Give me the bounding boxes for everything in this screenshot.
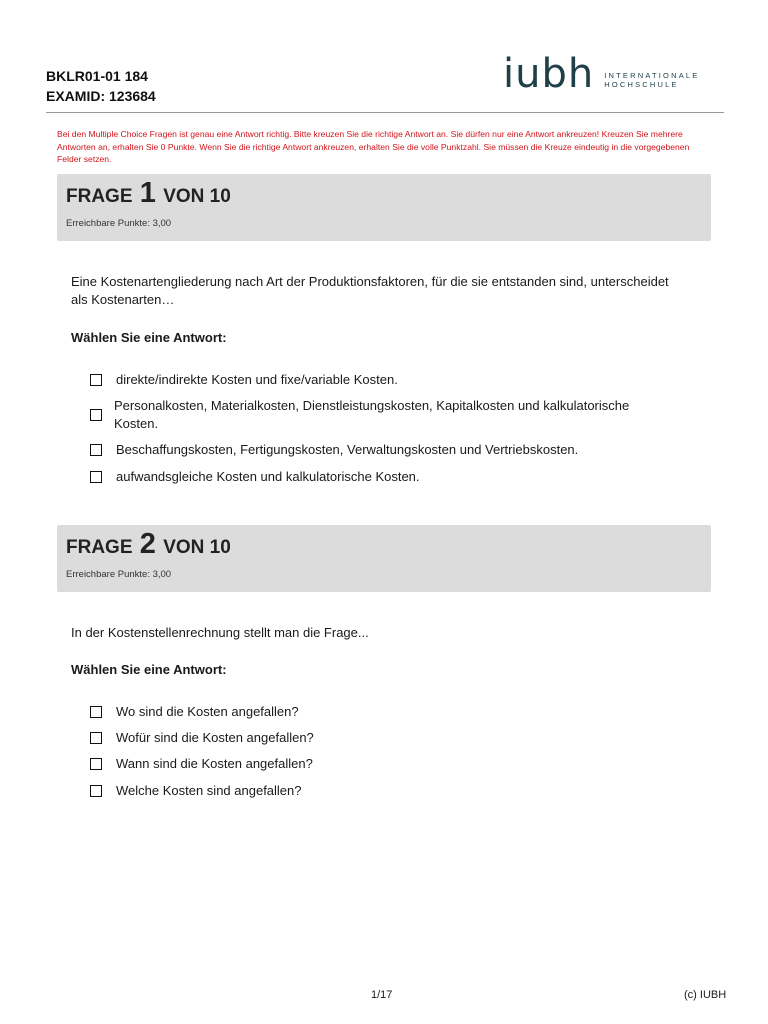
option-label: Personalkosten, Materialkosten, Dienstleistungskosten, Kapitalkosten und kalkulatorische Kosten. <box>114 398 630 431</box>
logo-text <box>604 71 699 89</box>
exam-header-ids <box>46 66 156 106</box>
exam-id: EXAMID: 123684 <box>46 88 156 104</box>
option-label: aufwandsgleiche Kosten und kalkulatorische Kosten. <box>116 469 420 484</box>
question-number: 2 <box>139 528 156 560</box>
question-2-title <box>66 528 231 561</box>
course-code: BKLR01-01 184 <box>46 68 148 84</box>
question-2-option-3[interactable] <box>90 755 690 773</box>
answer-checkbox[interactable] <box>90 732 102 744</box>
frage-word: FRAGE <box>66 537 133 558</box>
option-label: Wofür sind die Kosten angefallen? <box>116 730 314 745</box>
logo-text-line2: HOCHSCHULE <box>604 80 679 89</box>
answer-checkbox[interactable] <box>90 374 102 386</box>
copyright: (c) IUBH <box>684 989 727 1001</box>
question-total: VON 10 <box>163 186 231 207</box>
question-2-points: Erreichbare Punkte: 3,00 <box>66 569 172 580</box>
question-1-title <box>66 177 231 210</box>
question-2-option-2[interactable] <box>90 729 690 747</box>
answer-checkbox[interactable] <box>90 785 102 797</box>
answer-checkbox[interactable] <box>90 758 102 770</box>
option-label: Welche Kosten sind angefallen? <box>116 783 302 798</box>
header-divider <box>46 112 724 113</box>
option-label: Beschaffungskosten, Fertigungskosten, Verwaltungskosten und Vertriebskosten. <box>116 442 579 457</box>
question-1-option-4[interactable] <box>90 468 690 486</box>
option-label: Wann sind die Kosten angefallen? <box>116 756 313 771</box>
iubh-logo <box>503 51 700 97</box>
question-1-text: Eine Kostenartengliederung nach Art der Produktionsfaktoren, für die sie entstanden sind, unterscheidet als Kostenarten… <box>71 274 669 307</box>
question-1-points: Erreichbare Punkte: 3,00 <box>66 218 172 229</box>
logo-mark: iubh <box>503 51 595 97</box>
page-number: 1/17 <box>371 989 393 1001</box>
question-2-option-4[interactable] <box>90 782 690 800</box>
question-2-header <box>57 525 711 592</box>
question-1-header <box>57 174 711 241</box>
logo-text-line1: INTERNATIONALE <box>604 71 700 80</box>
question-2-prompt: Wählen Sie eine Antwort: <box>71 662 227 677</box>
question-2-text: In der Kostenstellenrechnung stellt man die Frage... <box>71 625 369 640</box>
question-total: VON 10 <box>163 537 231 558</box>
option-label: Wo sind die Kosten angefallen? <box>116 704 299 719</box>
answer-checkbox[interactable] <box>90 706 102 718</box>
frage-word: FRAGE <box>66 186 133 207</box>
instructions-text: Bei den Multiple Choice Fragen ist genau eine Antwort richtig. Bitte kreuzen Sie die richtige Antwort an. Sie dürfen nur eine Antwort ankreuzen! Kreuzen Sie mehrere Antworten an, erhalten Sie 0 Punkte. Wenn Sie die richtige Antwort ankreuzen, erhalten Sie die volle Punktzahl. Sie müssen die Kreuze eindeutig in die vorgegebenen Felder setzen. <box>57 129 690 164</box>
question-1-option-2[interactable] <box>90 397 660 433</box>
question-number: 1 <box>139 177 156 209</box>
answer-checkbox[interactable] <box>90 444 102 456</box>
answer-checkbox[interactable] <box>90 471 102 483</box>
question-1-option-1[interactable] <box>90 371 690 389</box>
question-2-option-1[interactable] <box>90 703 690 721</box>
option-label: direkte/indirekte Kosten und fixe/variable Kosten. <box>116 372 398 387</box>
answer-checkbox[interactable] <box>90 409 102 421</box>
question-1-option-3[interactable] <box>90 441 690 459</box>
question-1-prompt: Wählen Sie eine Antwort: <box>71 330 227 345</box>
